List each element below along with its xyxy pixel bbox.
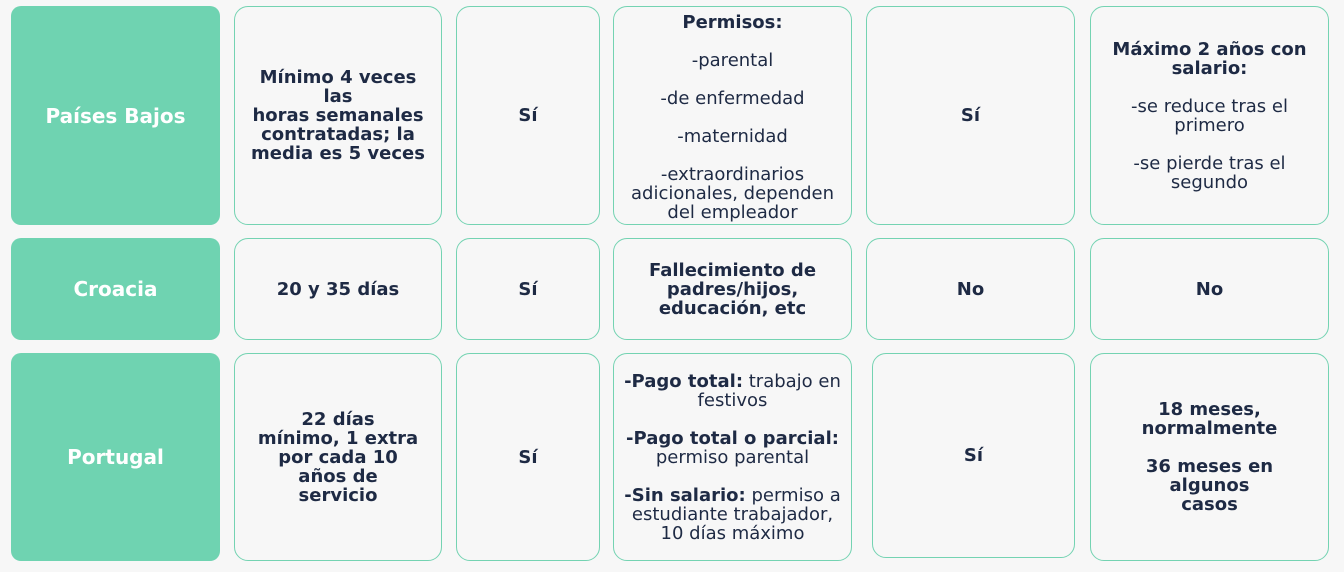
col6-item: segundo: [1170, 172, 1249, 193]
days-cell: [234, 6, 442, 225]
col5-value: Sí: [960, 105, 981, 126]
col6-item: primero: [1174, 115, 1245, 136]
pay-label: -Pago total o parcial:: [626, 427, 839, 449]
days-line: servicio: [298, 484, 378, 506]
col6-value: No: [1195, 278, 1224, 300]
col6-line: casos: [1181, 494, 1238, 515]
col6-item: -se pierde tras el: [1133, 153, 1286, 174]
permit-item: adicionales, dependen: [630, 183, 835, 204]
days-line: Mínimo 4 veces las: [259, 67, 417, 107]
col6-cell: [1090, 353, 1329, 561]
col6-line: normalmente: [1141, 418, 1278, 439]
country-label: Países Bajos: [45, 103, 186, 128]
pay-label: -Pago total:: [624, 370, 744, 392]
pay-cell: [613, 353, 852, 561]
pay-text: trabajo en: [743, 370, 841, 392]
permits-cell: [613, 6, 852, 225]
pay-label: -Sin salario:: [624, 484, 746, 506]
col5-cell: [872, 353, 1075, 558]
pay-line: estudiante trabajador,: [631, 503, 834, 525]
permit-item: -de enfermedad: [660, 88, 805, 109]
permit-item: -extraordinarios: [660, 164, 805, 185]
country-label: Croacia: [73, 277, 158, 301]
days-line: 22 días: [301, 408, 375, 430]
col6-item: -se reduce tras el: [1131, 96, 1288, 117]
pay-line: permiso parental: [655, 446, 810, 468]
col6-line: 18 meses,: [1158, 399, 1261, 420]
permits-cell: [613, 238, 852, 340]
country-label: Portugal: [67, 445, 164, 469]
permit-item: del empleador: [667, 202, 798, 223]
days-line: años de: [298, 465, 378, 487]
permit-item: padres/hijos,: [666, 278, 799, 300]
pay-text: permiso a: [745, 484, 841, 506]
col6-cell: [1090, 6, 1329, 225]
col3-value: Sí: [518, 278, 538, 300]
col3-cell: [456, 6, 600, 225]
pay-line: [624, 372, 841, 391]
days-line: horas semanales: [252, 105, 424, 126]
col6-line: 36 meses en algunos: [1145, 456, 1274, 496]
col6-cell: [1090, 238, 1329, 340]
pay-line: [626, 429, 839, 448]
permits-title: Permisos:: [682, 12, 783, 33]
pay-line: 10 días máximo: [660, 522, 805, 544]
days-line: media es 5 veces: [251, 143, 425, 164]
pay-line: festivos: [697, 389, 768, 411]
col3-cell: [456, 238, 600, 340]
days-cell: [234, 353, 442, 561]
col3-cell: [456, 353, 600, 561]
country-cell-portugal: [11, 353, 220, 561]
col3-value: Sí: [518, 105, 538, 126]
col3-value: Sí: [518, 446, 538, 468]
col6-title-line: Máximo 2 años con: [1112, 39, 1307, 60]
permit-item: Fallecimiento de: [648, 259, 817, 281]
days-line: contratadas; la: [261, 124, 415, 145]
permit-item: educación, etc: [658, 297, 807, 319]
col5-cell: [866, 238, 1075, 340]
col5-cell: [866, 6, 1075, 225]
pay-line: [624, 486, 840, 505]
country-cell-paises-bajos: [11, 6, 220, 225]
days-value: 20 y 35 días: [276, 278, 400, 300]
permit-item: -maternidad: [677, 126, 788, 147]
days-line: mínimo, 1 extra: [257, 427, 419, 449]
col6-title-line: salario:: [1171, 58, 1248, 79]
col5-value: Sí: [963, 445, 984, 466]
country-cell-croacia: [11, 238, 220, 340]
days-cell: [234, 238, 442, 340]
permit-item: -parental: [691, 50, 774, 71]
col5-value: No: [956, 278, 985, 300]
days-line: por cada 10: [278, 446, 398, 468]
